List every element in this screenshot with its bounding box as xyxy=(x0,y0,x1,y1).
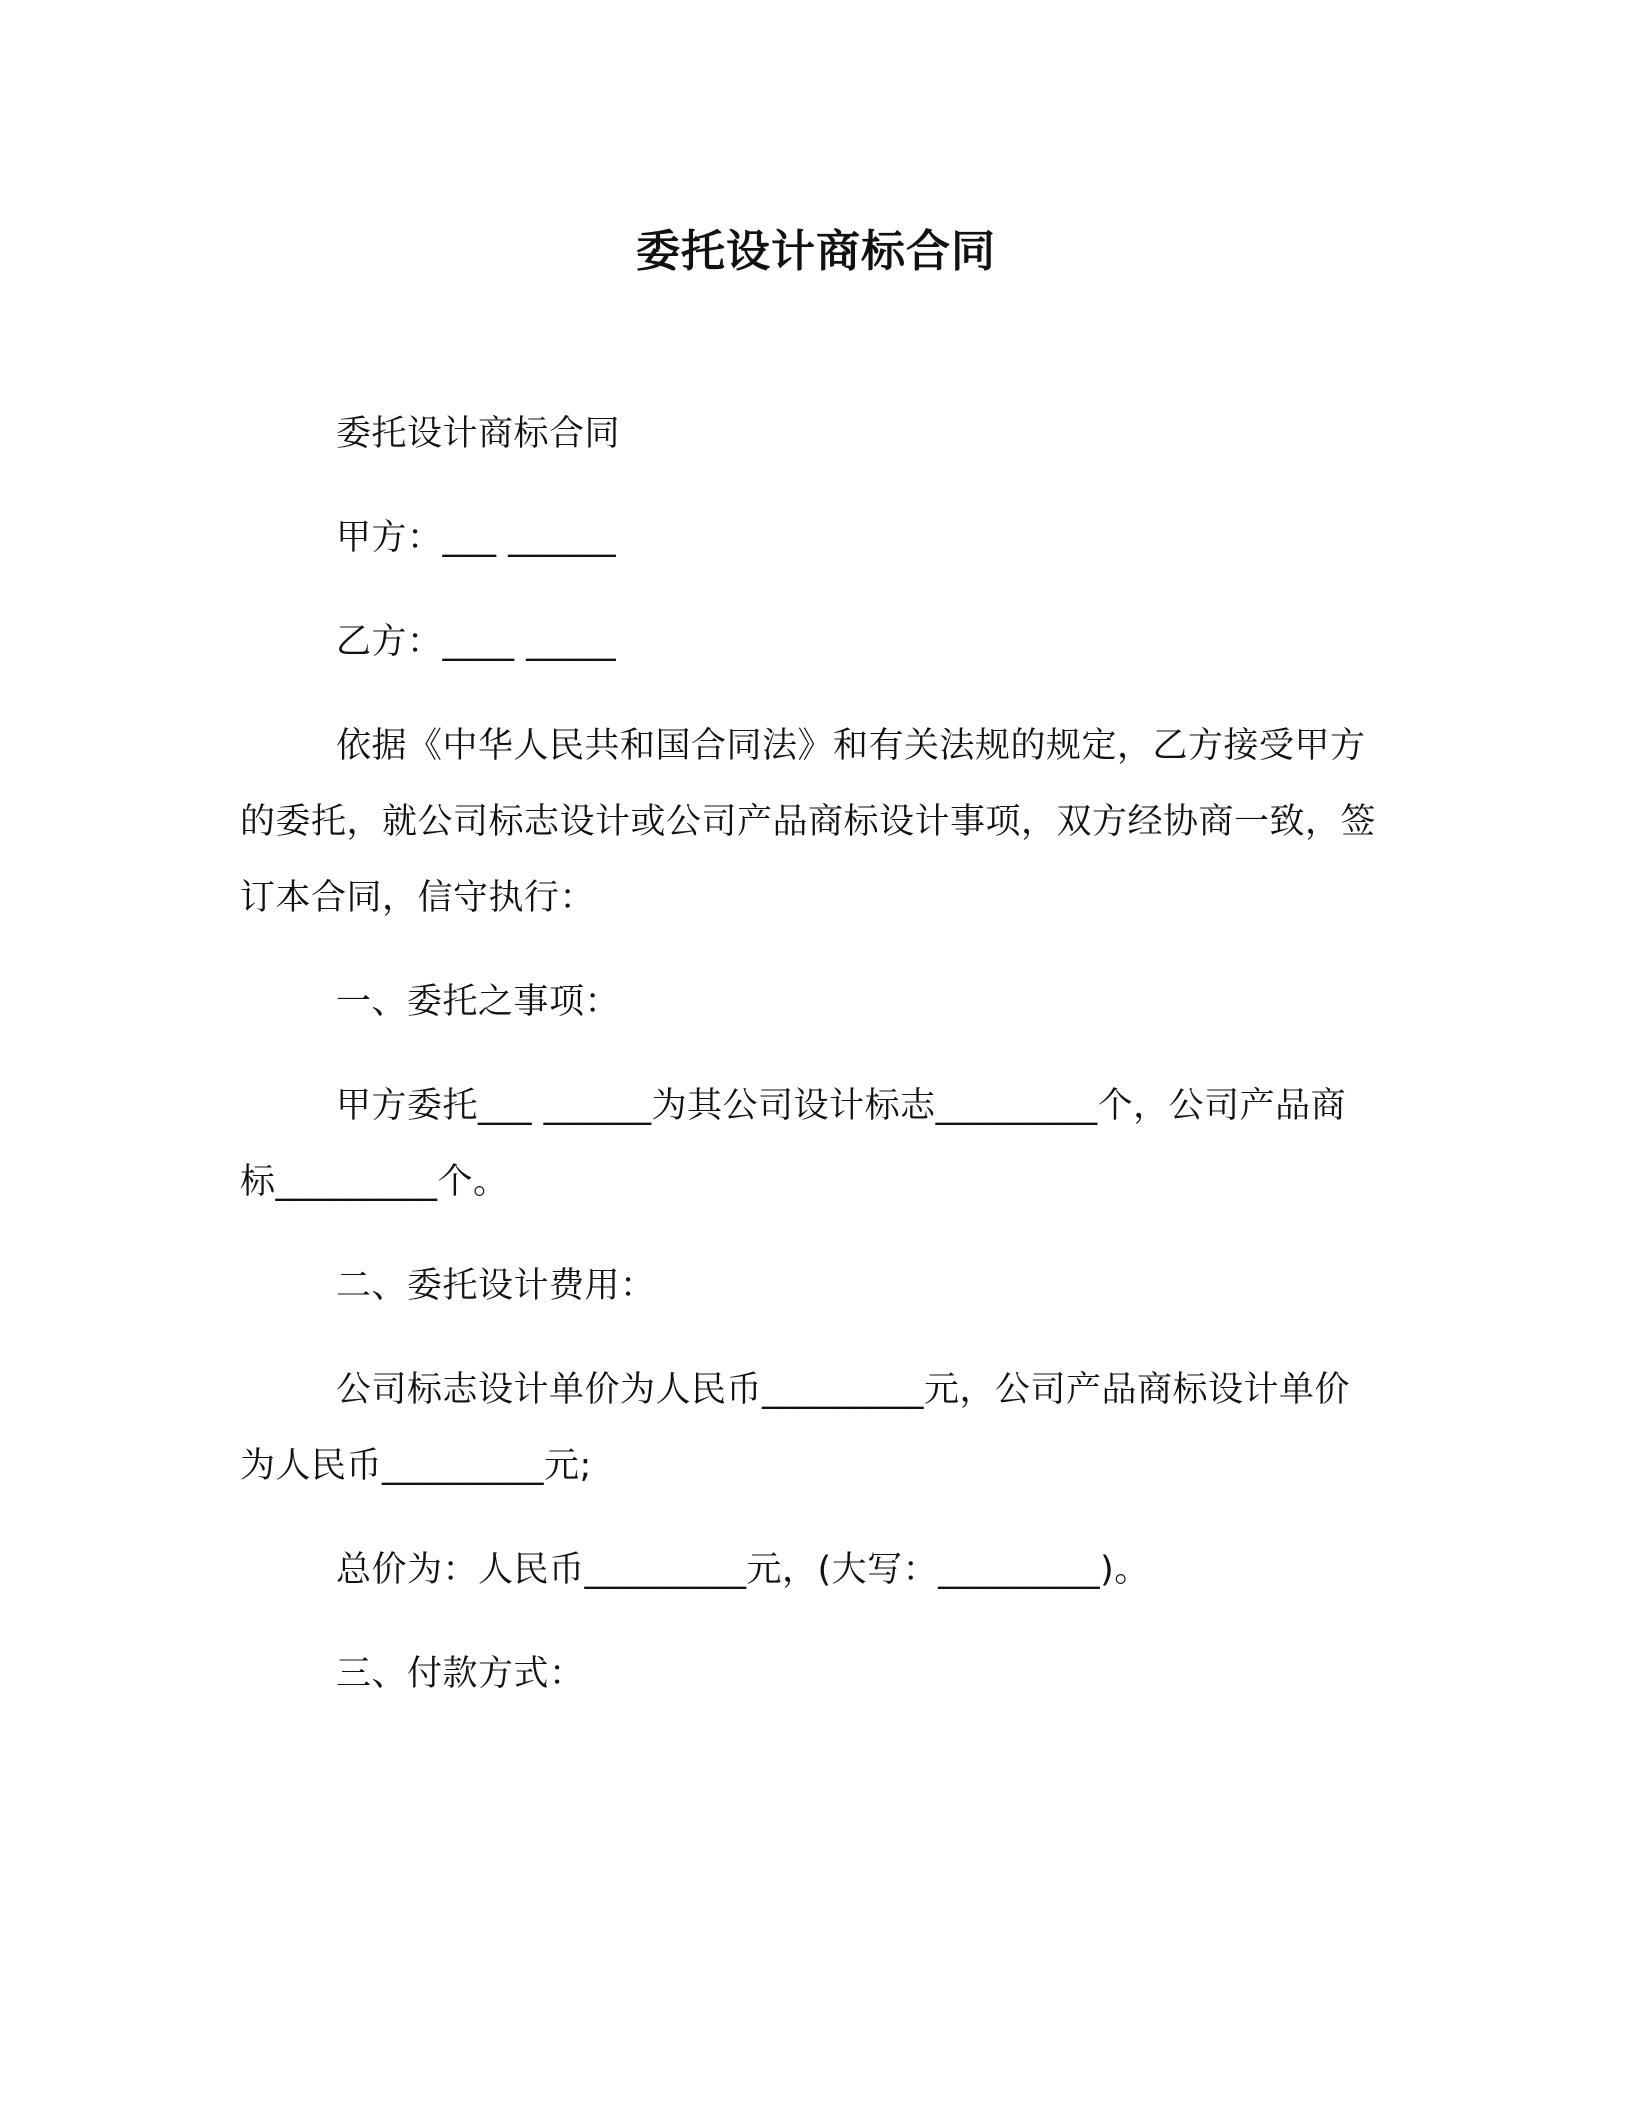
contract-heading: 委托设计商标合同 xyxy=(336,414,621,454)
section-1-paragraph: 甲方委托___ ______为其公司设计标志_________个，公司产品商标_________个。 xyxy=(240,1086,1347,1202)
section-2-heading: 二、委托设计费用： xyxy=(336,1266,656,1306)
party-a-line: 甲方：___ ______ xyxy=(336,518,617,558)
preamble-paragraph: 依据《中华人民共和国合同法》和有关法规的规定，乙方接受甲方的委托，就公司标志设计或公司产品商标设计事项，双方经协商一致，签订本合同，信守执行： xyxy=(240,726,1377,918)
document-title: 委托设计商标合同 xyxy=(636,226,996,277)
total-price-line: 总价为：人民币_________元，(大写：_________)。 xyxy=(336,1550,1150,1590)
section-3-heading: 三、付款方式： xyxy=(336,1654,585,1694)
party-b-line: 乙方：____ _____ xyxy=(336,622,617,662)
section-2-paragraph: 公司标志设计单价为人民币_________元，公司产品商标设计单价为人民币_________元; xyxy=(240,1370,1351,1486)
document-body xyxy=(240,396,1380,1740)
section-1-heading: 一、委托之事项： xyxy=(336,982,621,1022)
